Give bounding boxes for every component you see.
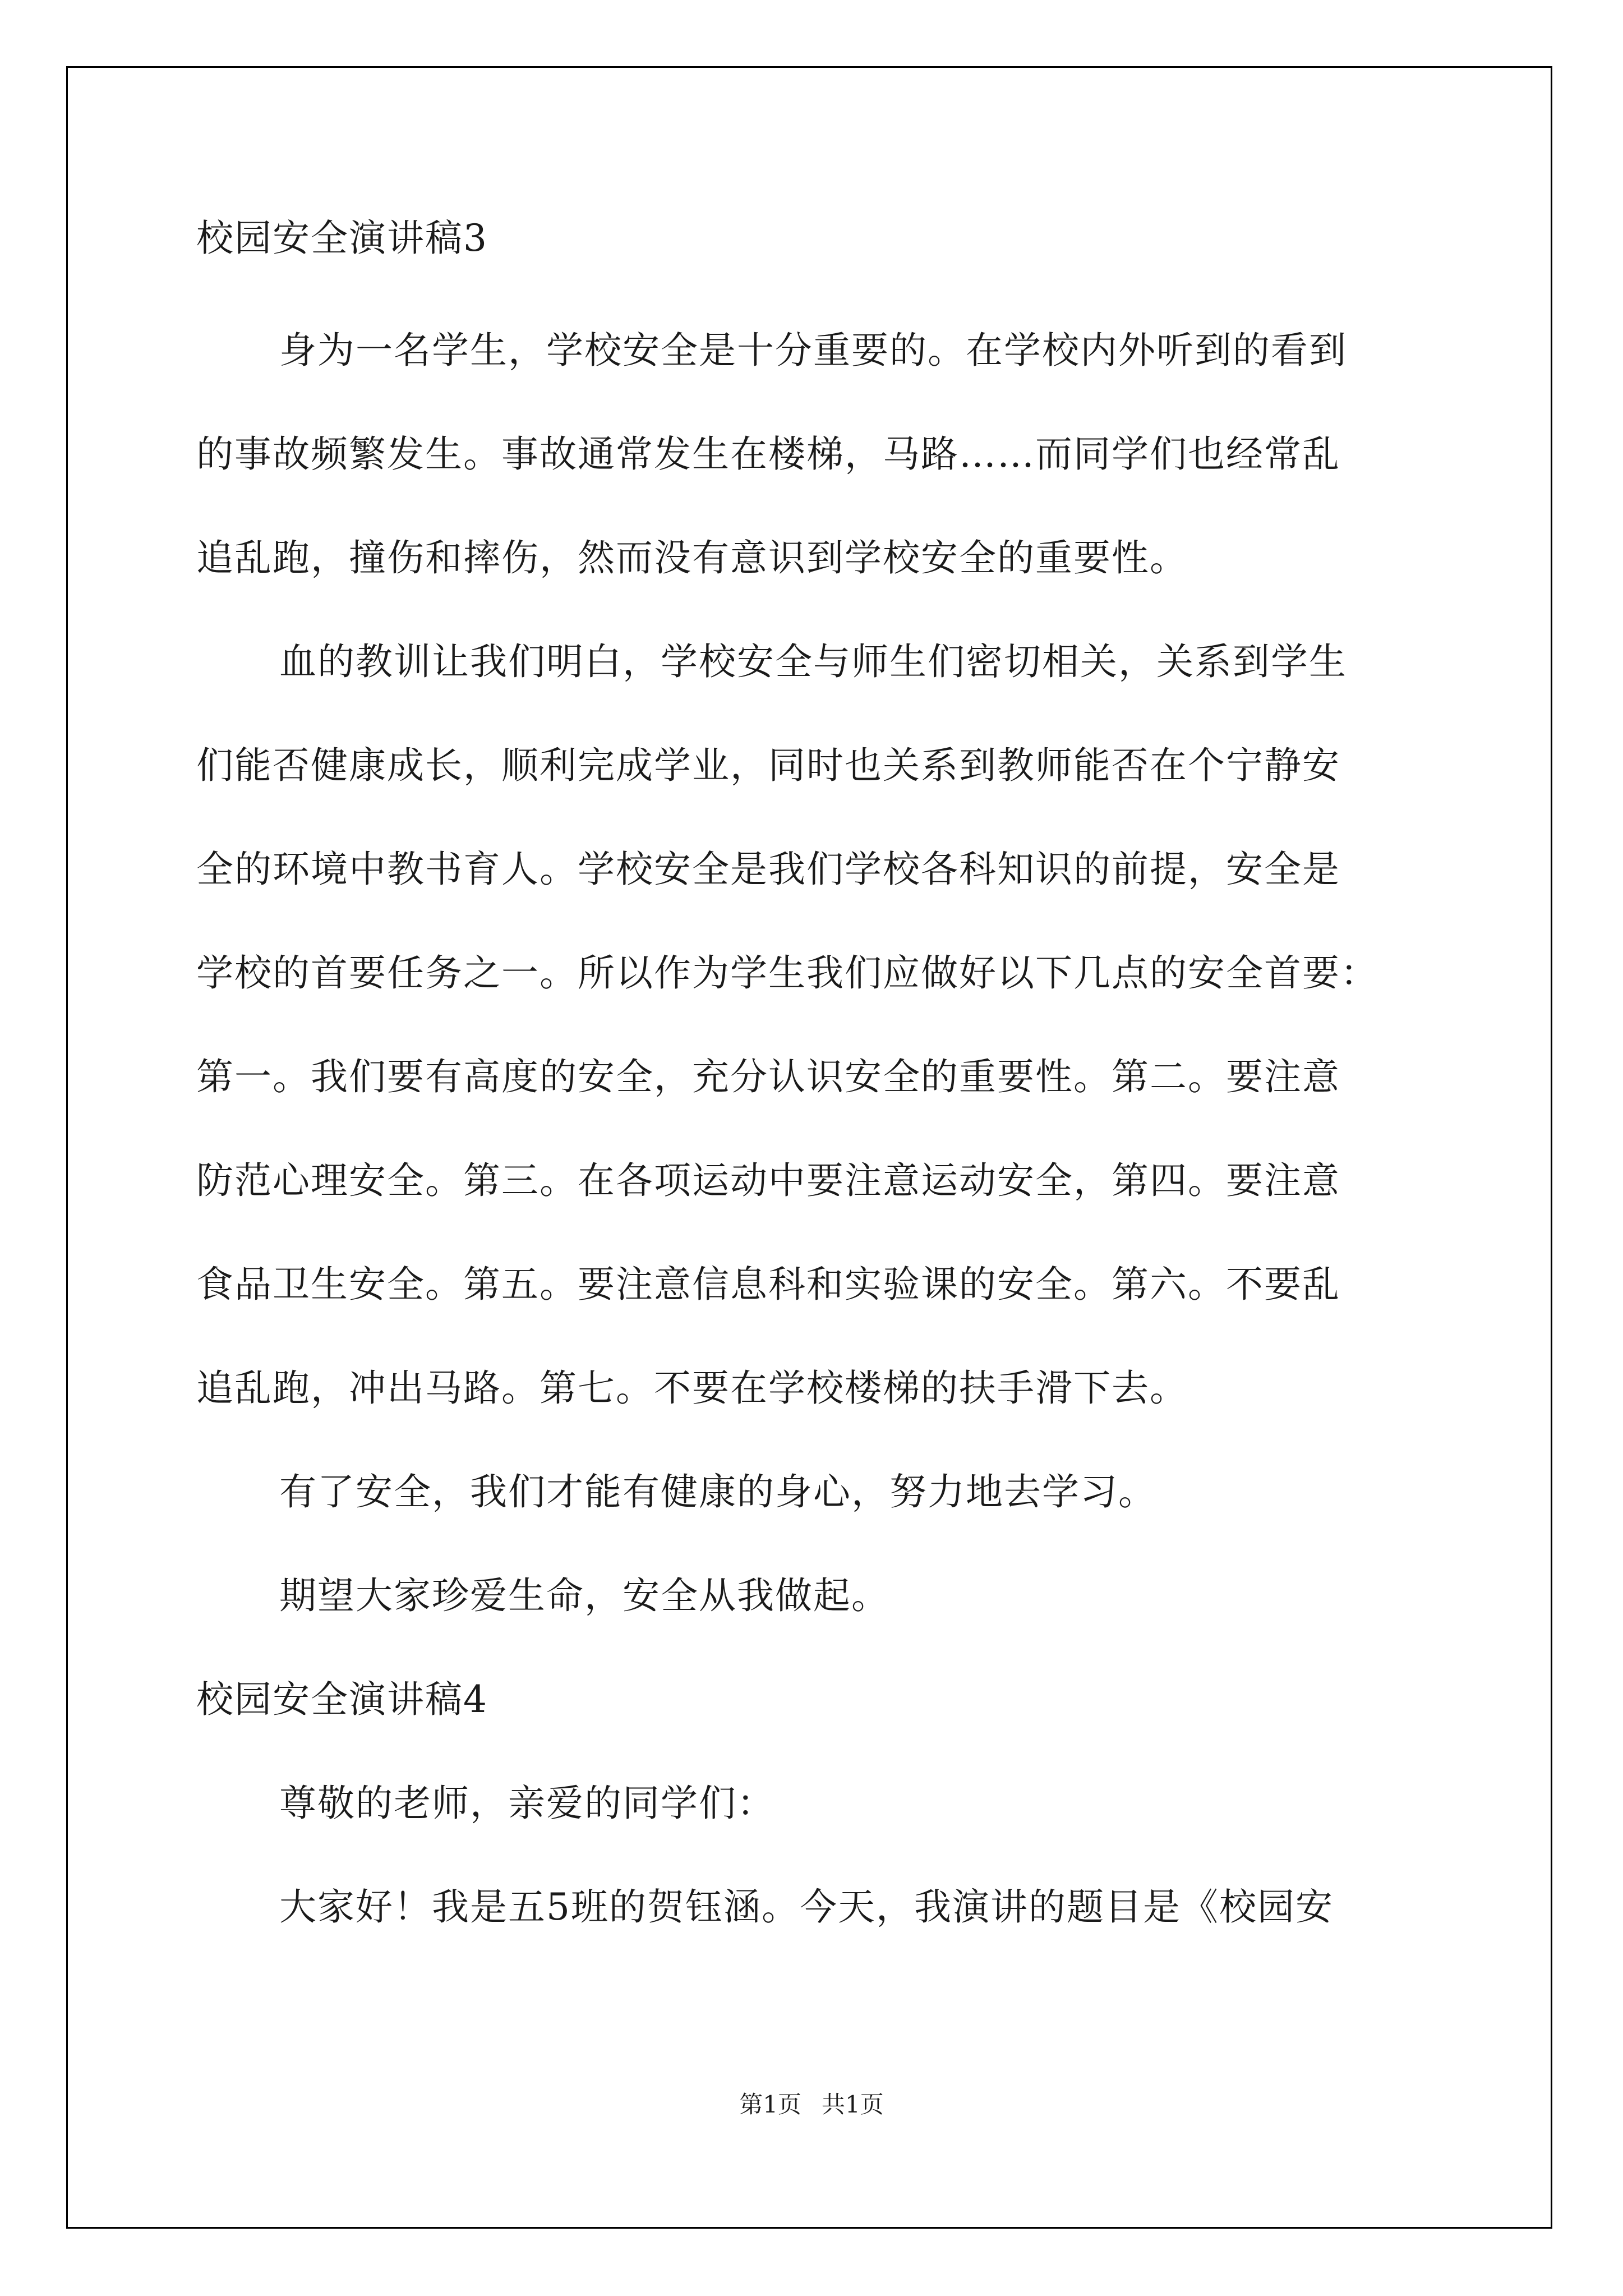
paragraph-line: 有了安全，我们才能有健康的身心，努力地去学习。 xyxy=(279,1470,1156,1513)
paragraph-line: 们能否健康成长，顺利完成学业，同时也关系到教师能否在个宁静安 xyxy=(196,744,1340,787)
paragraph-line: 全的环境中教书育人。学校安全是我们学校各科知识的前提，安全是 xyxy=(196,848,1340,891)
section-title: 校园安全演讲稿3 xyxy=(196,217,488,260)
page-number-current: 第1页 xyxy=(739,2091,801,2118)
page-footer xyxy=(0,2088,1623,2122)
paragraph-line: 大家好！我是五5班的贺钰涵。今天，我演讲的题目是《校园安 xyxy=(279,1885,1334,1929)
section-title: 校园安全演讲稿4 xyxy=(196,1678,488,1721)
paragraph-line: 追乱跑，冲出马路。第七。不要在学校楼梯的扶手滑下去。 xyxy=(196,1366,1188,1410)
paragraph-line: 学校的首要任务之一。所以作为学生我们应做好以下几点的安全首要： xyxy=(196,951,1378,995)
paragraph-line: 的事故频繁发生。事故通常发生在楼梯，马路……而同学们也经常乱 xyxy=(196,432,1340,476)
paragraph-line: 防范心理安全。第三。在各项运动中要注意运动安全，第四。要注意 xyxy=(196,1159,1340,1202)
paragraph-line: 尊敬的老师，亲爱的同学们： xyxy=(279,1782,775,1825)
paragraph-line: 第一。我们要有高度的安全，充分认识安全的重要性。第二。要注意 xyxy=(196,1055,1340,1098)
paragraph-line: 身为一名学生，学校安全是十分重要的。在学校内外听到的看到 xyxy=(279,329,1347,372)
paragraph-line: 期望大家珍爱生命，安全从我做起。 xyxy=(279,1574,889,1617)
paragraph-line: 食品卫生安全。第五。要注意信息科和实验课的安全。第六。不要乱 xyxy=(196,1263,1340,1306)
page-number-total: 共1页 xyxy=(822,2091,884,2118)
paragraph-line: 追乱跑，撞伤和摔伤，然而没有意识到学校安全的重要性。 xyxy=(196,536,1188,579)
paragraph-line: 血的教训让我们明白，学校安全与师生们密切相关，关系到学生 xyxy=(279,640,1347,683)
